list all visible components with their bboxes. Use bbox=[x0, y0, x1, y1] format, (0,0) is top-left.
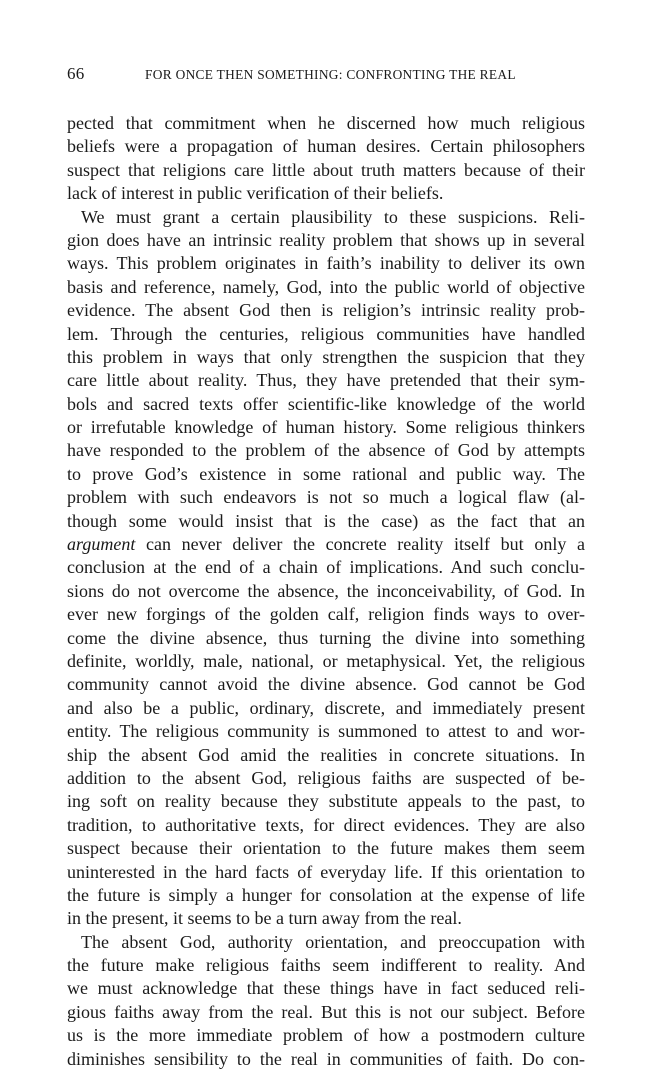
text-line: community cannot avoid the divine absence. God cannot be God bbox=[67, 674, 585, 695]
text-line: We must grant a certain plausibility to these suspicions. Reli- bbox=[81, 206, 585, 227]
text-line: ing soft on reality because they substitute appeals to the past, to bbox=[67, 791, 585, 812]
text-line: to prove God’s existence in some rational and public way. The bbox=[67, 463, 585, 484]
text-line bbox=[67, 533, 585, 556]
text-line: this problem in ways that only strengthen the suspicion that they bbox=[67, 346, 585, 367]
text-line: diminishes sensibility to the real in communities of faith. Do con- bbox=[67, 1048, 585, 1069]
text-line: entity. The religious community is summoned to attest to and wor- bbox=[67, 721, 585, 742]
text-line: care little about reality. Thus, they have pretended that their sym- bbox=[67, 370, 585, 391]
page-number: 66 bbox=[67, 64, 85, 83]
text-line: the future make religious faiths seem indifferent to reality. And bbox=[67, 955, 585, 976]
italic-word: argument bbox=[67, 534, 136, 555]
text-line: in the present, it seems to be a turn away from the real. bbox=[67, 908, 462, 929]
text-line: tradition, to authoritative texts, for direct evidences. They are also bbox=[67, 814, 585, 835]
text-line: and also be a public, ordinary, discrete, and immediately present bbox=[67, 697, 585, 718]
text-line: addition to the absent God, religious faiths are suspected of be- bbox=[67, 767, 585, 788]
text-line: lack of interest in public verification of their beliefs. bbox=[67, 183, 444, 204]
text-line: uninterested in the hard facts of everyday life. If this orientation to bbox=[67, 861, 585, 882]
text-line: ways. This problem originates in faith’s inability to deliver its own bbox=[67, 253, 585, 274]
text-line: gion does have an intrinsic reality problem that shows up in several bbox=[67, 229, 585, 250]
text-line: sions do not overcome the absence, the inconceivability, of God. In bbox=[67, 580, 585, 601]
text-line: have responded to the problem of the absence of God by attempts bbox=[67, 440, 585, 461]
text-line: come the divine absence, thus turning the divine into something bbox=[67, 627, 585, 648]
text-line: the future is simply a hunger for consolation at the expense of life bbox=[67, 884, 585, 905]
text-line: ship the absent God amid the realities in concrete situations. In bbox=[67, 744, 585, 765]
running-title: FOR ONCE THEN SOMETHING: CONFRONTING THE REAL bbox=[145, 67, 516, 82]
text-line: suspect because their orientation to the future makes them seem bbox=[67, 838, 585, 859]
text-line: The absent God, authority orientation, and preoccupation with bbox=[81, 931, 585, 952]
text-line-rest: can never deliver the concrete reality itself but only a bbox=[135, 534, 585, 555]
text-line: lem. Through the centuries, religious communities have handled bbox=[67, 323, 585, 344]
text-line: gious faiths away from the real. But this is not our subject. Before bbox=[67, 1001, 585, 1022]
text-line: we must acknowledge that these things have in fact seduced reli- bbox=[67, 978, 585, 999]
text-line: suspect that religions care little about truth matters because of their bbox=[67, 159, 585, 180]
text-line: evidence. The absent God then is religion’s intrinsic reality prob- bbox=[67, 300, 585, 321]
text-line: pected that commitment when he discerned how much religious bbox=[67, 113, 585, 133]
text-line: basis and reference, namely, God, into the public world of objective bbox=[67, 276, 585, 297]
text-line: ever new forgings of the golden calf, religion finds ways to over- bbox=[67, 604, 585, 625]
text-line: beliefs were a propagation of human desires. Certain philosophers bbox=[67, 136, 585, 157]
text-line: bols and sacred texts offer scientific-like knowledge of the world bbox=[67, 393, 585, 414]
text-line: definite, worldly, male, national, or metaphysical. Yet, the religious bbox=[67, 650, 585, 671]
text-line: us is the more immediate problem of how a postmodern culture bbox=[67, 1025, 585, 1046]
running-head bbox=[67, 64, 585, 86]
text-line: though some would insist that is the case) as the fact that an bbox=[67, 510, 585, 531]
book-page bbox=[67, 64, 585, 1071]
text-line: or irrefutable knowledge of human history. Some religious thinkers bbox=[67, 417, 585, 438]
text-line: conclusion at the end of a chain of implications. And such conclu- bbox=[67, 557, 585, 578]
text-line: problem with such endeavors is not so much a logical flaw (al- bbox=[67, 487, 585, 508]
body-text bbox=[67, 112, 585, 1071]
